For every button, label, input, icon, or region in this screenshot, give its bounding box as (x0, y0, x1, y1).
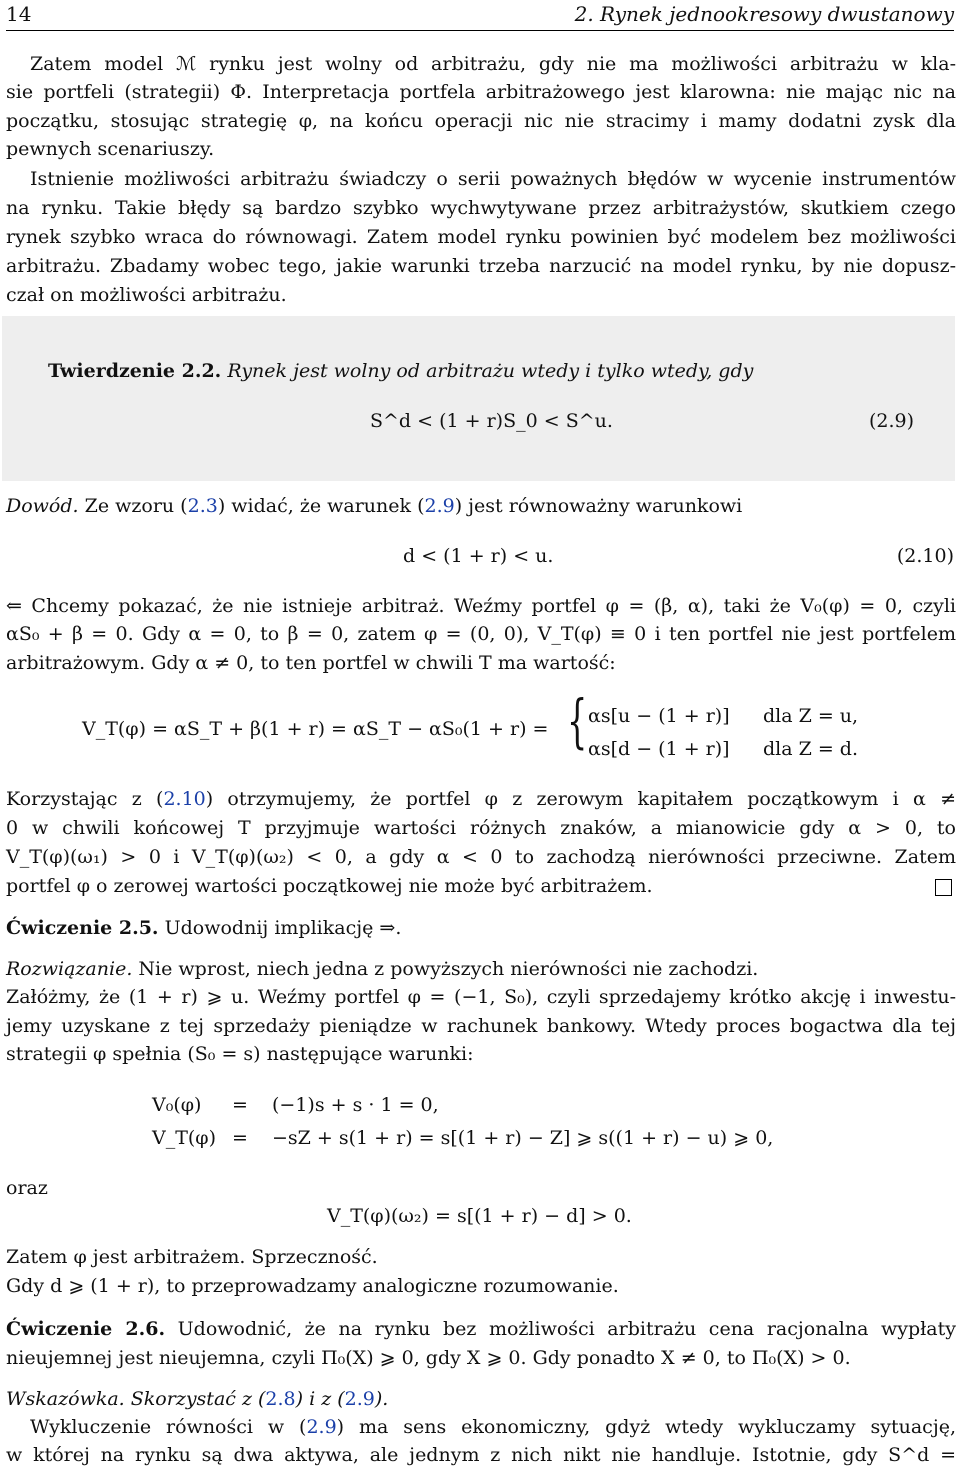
oraz-word: oraz (6, 1177, 48, 1199)
proof-line: V_T(φ)(ω₁) > 0 i V_T(φ)(ω₂) < 0, a gdy α < 0 to zachodzą nierówności przeciwne. Zatem (6, 846, 956, 868)
solution-label: Rozwiązanie. (6, 958, 133, 980)
proof-line: 0 w chwili końcowej T przyjmuje wartości różnych znaków, a mianowicie gdy α > 0, to (6, 817, 956, 839)
page-header (6, 2, 954, 28)
proof-text: ) otrzymujemy, że portfel φ z zerowym kapitałem początkowym i α ≠ (205, 788, 956, 810)
theorem-text: Rynek jest wolny od arbitrażu wtedy i tylko wtedy, gdy (227, 360, 754, 382)
hint-text: ). (374, 1388, 389, 1410)
equation-link[interactable]: 2.9 (306, 1416, 337, 1438)
equation-link[interactable]: 2.10 (163, 788, 206, 810)
proof-line: αS₀ + β = 0. Gdy α = 0, to β = 0, zatem φ = (0, 0), V_T(φ) ≡ 0 i ten portfel nie jest portfelem (6, 623, 956, 645)
exercise-label: Ćwiczenie 2.6. (6, 1318, 166, 1340)
left-brace: { (567, 687, 588, 755)
solution-line: Załóżmy, że (1 + r) ⩾ u. Weźmy portfel φ = (−1, S₀), czyli sprzedajemy krótko akcję i inwestu- (6, 986, 956, 1008)
case-expression: αs[d − (1 + r)] (588, 738, 730, 760)
exercise-heading (6, 916, 956, 940)
system-rhs: (−1)s + s · 1 = 0, (272, 1094, 439, 1116)
equation-link[interactable]: 2.9 (344, 1388, 375, 1410)
proof-label: Dowód. (6, 495, 79, 517)
theorem-equation: S^d < (1 + r)S_0 < S^u. (370, 410, 613, 432)
case-condition: dla Z = u, (763, 705, 859, 727)
system-lhs: V_T(φ) (152, 1127, 217, 1149)
equation-link[interactable]: 2.3 (187, 495, 218, 517)
system-equals: = (232, 1094, 248, 1116)
case-expression: αs[u − (1 + r)] (588, 705, 730, 727)
solution-text: Nie wprost, niech jedna z powyższych nierówności nie zachodzi. (138, 958, 759, 980)
solution-intro (6, 957, 956, 981)
proof-line: arbitrażowym. Gdy α ≠ 0, to ten portfel w chwili T ma wartość: (6, 652, 616, 674)
exercise-text: Udowodnij implikację ⇒. (164, 917, 402, 939)
exercise-text: Udowodnić, że na rynku bez możliwości arbitrażu cena racjonalna wypłaty (177, 1318, 956, 1340)
solution-conclusion: Gdy d ⩾ (1 + r), to przeprowadzamy analogiczne rozumowanie. (6, 1275, 619, 1297)
para1-line: pewnych scenariuszy. (6, 138, 215, 160)
header-rule (6, 30, 954, 31)
page-number: 14 (6, 2, 32, 26)
proof-text: Korzystając z ( (6, 788, 164, 810)
equation-link[interactable]: 2.8 (265, 1388, 296, 1410)
hint-label: Wskazówka. (6, 1388, 125, 1410)
closing-text: ) ma sens ekonomiczny, gdyż wtedy wykluczamy sytuację, (336, 1416, 957, 1438)
para1-line: Zatem model ℳ rynku jest wolny od arbitrażu, gdy nie ma możliwości arbitrażu w kla- (30, 53, 956, 75)
para1-line: sie portfeli (strategii) Φ. Interpretacja portfela arbitrażowego jest klarowna: nie mając nic na (6, 81, 956, 103)
para2-line: rynek szybko wraca do równowagi. Zatem model rynku powinien być modelem bez możliwości (6, 226, 956, 248)
proof-intro (6, 494, 956, 518)
proof-equation: d < (1 + r) < u. (403, 545, 554, 567)
system-lhs: V₀(φ) (152, 1094, 202, 1116)
closing-line (30, 1415, 956, 1439)
closing-text: Wykluczenie równości w ( (30, 1416, 307, 1438)
exercise-heading (6, 1317, 956, 1341)
equation-number: (2.9) (868, 410, 914, 432)
proof-line (6, 787, 956, 811)
qed-symbol (935, 879, 952, 896)
solution-conclusion: Zatem φ jest arbitrażem. Sprzeczność. (6, 1246, 378, 1268)
para1-line: początku, stosując strategię φ, na końcu operacji nic nie stracimy i mamy dodatni zysk dla (6, 110, 956, 132)
system-equals: = (232, 1127, 248, 1149)
solution-line: jemy uzyskane z tej sprzedaży pieniądze w rachunek bankowy. Wtedy proces bogactwa dla tej (6, 1015, 956, 1037)
solution-line: strategii φ spełnia (S₀ = s) następujące warunki: (6, 1043, 474, 1065)
equation-link[interactable]: 2.9 (424, 495, 455, 517)
big-equation-left: V_T(φ) = αS_T + β(1 + r) = αS_T − αS₀(1 + r) = (82, 718, 549, 740)
exercise-line: nieujemnej jest nieujemna, czyli Π₀(X) ⩾ 0, gdy X ⩾ 0. Gdy ponadto X ≠ 0, to Π₀(X) > 0. (6, 1347, 851, 1369)
system-rhs: −sZ + s(1 + r) = s[(1 + r) − Z] ⩾ s((1 + r) − u) ⩾ 0, (272, 1127, 774, 1149)
proof-line: portfel φ o zerowej wartości początkowej nie może być arbitrażem. (6, 875, 653, 897)
proof-text: Ze wzoru ( (84, 495, 188, 517)
hint-line (6, 1387, 956, 1411)
case-condition: dla Z = d. (763, 738, 859, 760)
proof-text: ) jest równoważny warunkowi (454, 495, 743, 517)
proof-line: ⇐ Chcemy pokazać, że nie istnieje arbitraż. Weźmy portfel φ = (β, α), taki że V₀(φ) = 0, czyli (6, 595, 956, 617)
theorem-statement (48, 359, 960, 383)
theorem-box (2, 316, 955, 481)
running-title: 2. Rynek jednookresowy dwustanowy (574, 2, 954, 26)
hint-text: Skorzystać z ( (130, 1388, 266, 1410)
hint-text: ) i z ( (295, 1388, 345, 1410)
para2-line: arbitrażu. Zbadamy wobec tego, jakie warunki trzeba narzucić na model rynku, by nie dopusz- (6, 255, 956, 277)
theorem-label: Twierdzenie 2.2. (48, 360, 222, 382)
equation-number: (2.10) (896, 545, 954, 567)
proof-text: ) widać, że warunek ( (217, 495, 425, 517)
para2-line: czał on możliwości arbitrażu. (6, 284, 287, 306)
para2-line: Istnienie możliwości arbitrażu świadczy o serii poważnych błędów w wycenie instrumentów (30, 168, 956, 190)
solution-equation: V_T(φ)(ω₂) = s[(1 + r) − d] > 0. (327, 1205, 632, 1227)
exercise-label: Ćwiczenie 2.5. (6, 917, 159, 939)
para2-line: na rynku. Takie błędy są bardzo szybko wychwytywane przez arbitrażystów, skutkiem czego (6, 197, 956, 219)
closing-line: w której na rynku są dwa aktywa, ale jednym z nich nikt nie handluje. Istotnie, gdy S^d = (6, 1444, 956, 1466)
